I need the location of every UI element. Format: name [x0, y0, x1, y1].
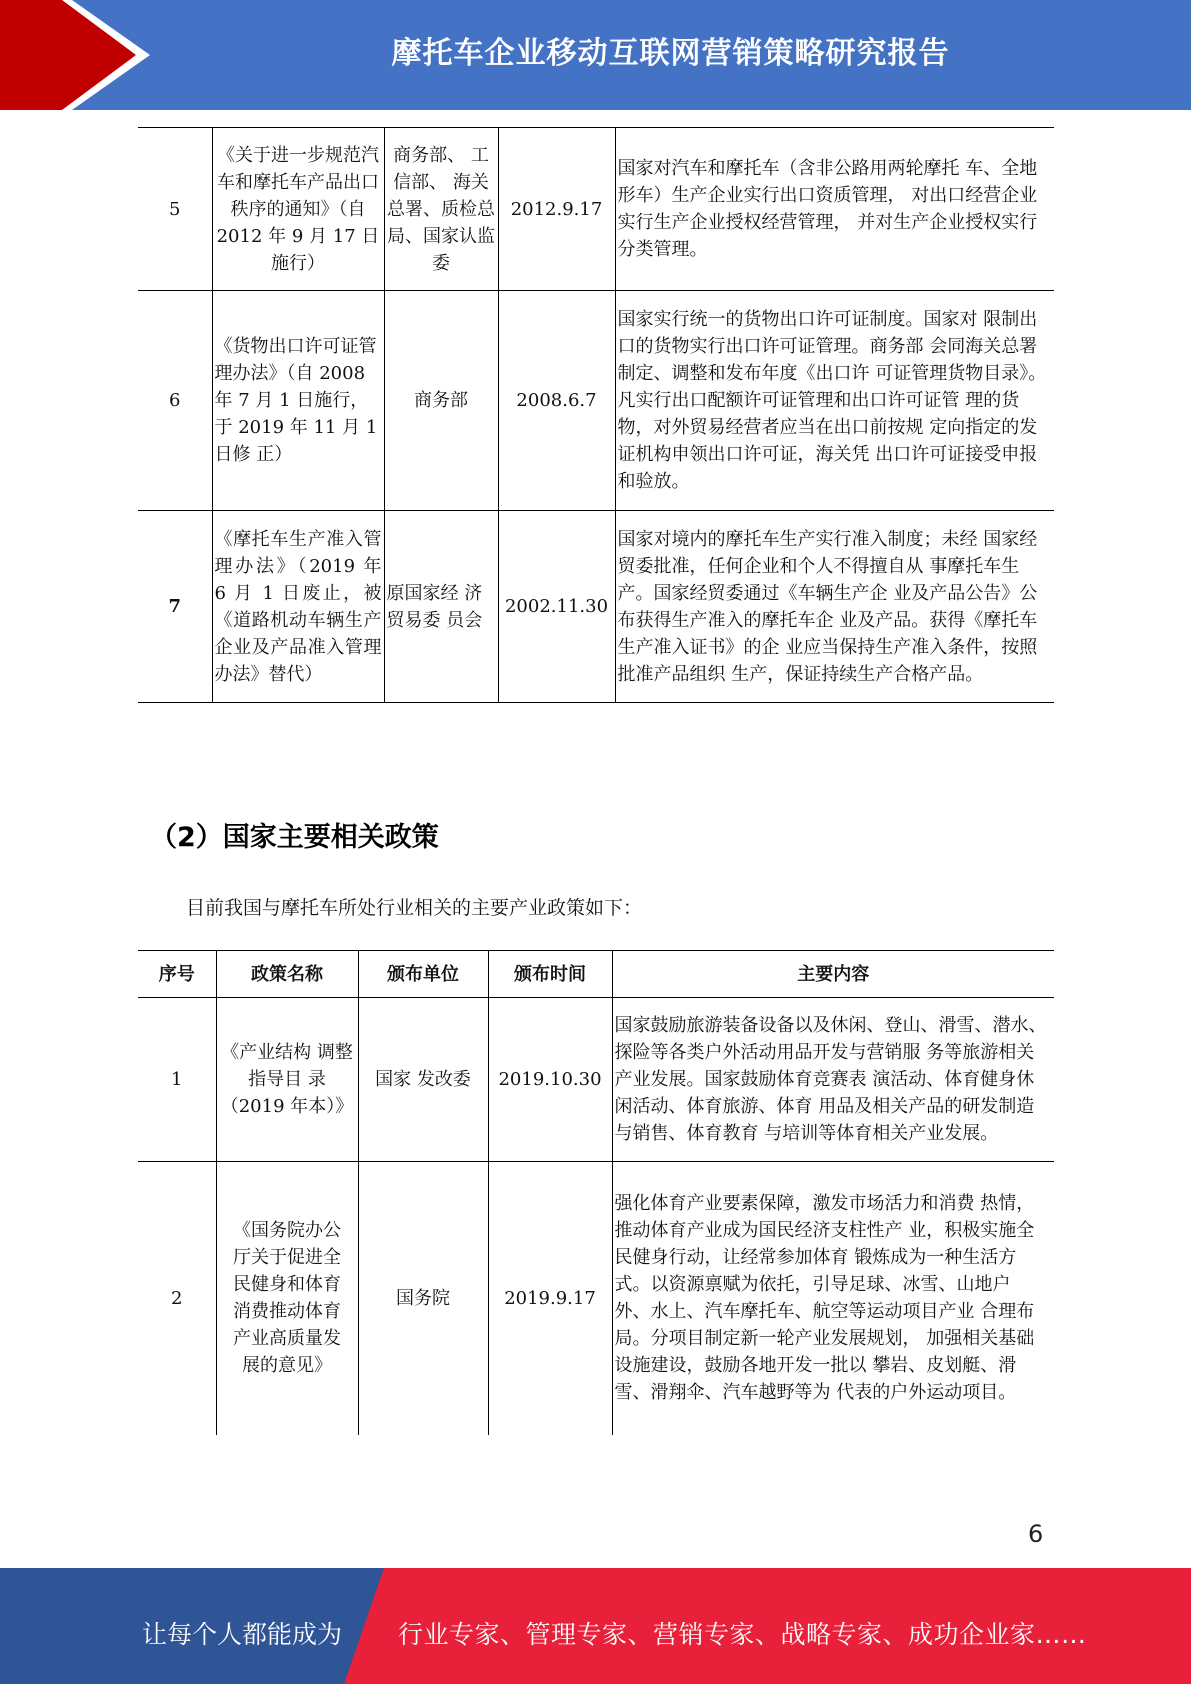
table-row: [138, 1162, 1054, 1435]
table-row: [138, 998, 1054, 1162]
section-intro: 目前我国与摩托车所处行业相关的主要产业政策如下：: [186, 897, 643, 919]
header-policy-name: 政策名称: [216, 951, 358, 998]
row-number: 7: [138, 511, 212, 703]
policy-name: 《国务院办公厅关于促进全民健身和体育消费推动体育产业高质量发展的意见》: [216, 1162, 358, 1435]
issuing-unit: 商务部: [384, 291, 498, 511]
issue-date: 2019.10.30: [488, 998, 612, 1162]
policy-name: 《关于进一步规范汽车和摩托车产品出口秩序的通知》（自 2012 年 9 月 17 日施行）: [212, 128, 384, 291]
table-row: [138, 291, 1054, 511]
header-number: 序号: [138, 951, 216, 998]
table-row: [138, 128, 1054, 291]
main-content: 国家实行统一的货物出口许可证制度。国家对 限制出口的货物实行出口许可证管理。商务部 会同海关总署制定、调整和发布年度《出口许 可证管理货物目录》。凡实行出口配额许可证管理和出口许可证管 理的货物，对外贸易经营者应当在出口前按规 定向指定的发证机构申领出口许可证，海关凭 出口许可证接受申报和验放。: [615, 291, 1054, 511]
row-number: 2: [138, 1162, 216, 1435]
issuing-unit: 国家 发改委: [358, 998, 488, 1162]
header-issue-date: 颁布时间: [488, 951, 612, 998]
issue-date: 2019.9.17: [488, 1162, 612, 1435]
table-header-row: [138, 951, 1054, 998]
header-issuing-unit: 颁布单位: [358, 951, 488, 998]
row-number: 5: [138, 128, 212, 291]
main-content: 国家对汽车和摩托车（含非公路用两轮摩托 车、全地形车）生产企业实行出口资质管理， 对出口经营企业实行生产企业授权经营管理， 并对生产企业授权实行分类管理。: [615, 128, 1054, 291]
page-header: [0, 0, 1191, 110]
issue-date: 2002.11.30: [498, 511, 615, 703]
section-title: （2）国家主要相关政策: [150, 822, 439, 853]
table-row: [138, 511, 1054, 703]
page-number: 6: [1028, 1520, 1044, 1548]
footer-slogan-right: 行业专家、管理专家、营销专家、战略专家、成功企业家……: [398, 1620, 1087, 1649]
issuing-unit: 原国家经 济贸易委 员会: [384, 511, 498, 703]
page-footer: [0, 1568, 1191, 1684]
policy-name: 《货物出口许可证管理办法》（自 2008 年 7 月 1 日施行，于 2019 年 11 月 1 日修 正）: [212, 291, 384, 511]
footer-slogan-left: 让每个人都能成为: [142, 1620, 343, 1649]
header-title: 摩托车企业移动互联网营销策略研究报告: [391, 36, 950, 71]
policy-name: 《摩托车生产准入管理办法》（2019 年 6 月 1 日废止，被《道路机动车辆生产企业及产品准入管理办法》替代）: [212, 511, 384, 703]
main-content: 国家鼓励旅游装备设备以及休闲、登山、滑雪、潜水、探险等各类户外活动用品开发与营销服 务等旅游相关产业发展。国家鼓励体育竞赛表 演活动、体育健身休闲活动、体育旅游、体育 用品及相关产品的研发制造与销售、体育教育 与培训等体育相关产业发展。: [612, 998, 1054, 1162]
policy-name: 《产业结构 调整指导目 录（2019 年本）》: [216, 998, 358, 1162]
regulations-table: [138, 127, 1054, 703]
main-content: 国家对境内的摩托车生产实行准入制度；未经 国家经贸委批准，任何企业和个人不得擅自从 事摩托车生产。国家经贸委通过《车辆生产企 业及产品公告》公布获得生产准入的摩托车企 业及产品。获得《摩托车生产准入证书》的企 业应当保持生产准入条件，按照批准产品组织 生产，保证持续生产合格产品。: [615, 511, 1054, 703]
header-main-content: 主要内容: [612, 951, 1054, 998]
issuing-unit: 商务部、 工信部、 海关总署、质检总局、国家认监委: [384, 128, 498, 291]
issue-date: 2012.9.17: [498, 128, 615, 291]
issuing-unit: 国务院: [358, 1162, 488, 1435]
main-content: 强化体育产业要素保障，激发市场活力和消费 热情，推动体育产业成为国民经济支柱性产 业，积极实施全民健身行动，让经常参加体育 锻炼成为一种生活方式。以资源禀赋为依托，引导足球、冰雪、山地户 外、水上、汽车摩托车、航空等运动项目产业 合理布局。分项目制定新一轮产业发展规划， 加强相关基础设施建设，鼓励各地开发一批以 攀岩、皮划艇、滑雪、滑翔伞、汽车越野等为 代表的户外运动项目。: [612, 1162, 1054, 1435]
row-number: 6: [138, 291, 212, 511]
issue-date: 2008.6.7: [498, 291, 615, 511]
policies-table: [138, 950, 1054, 1435]
row-number: 1: [138, 998, 216, 1162]
